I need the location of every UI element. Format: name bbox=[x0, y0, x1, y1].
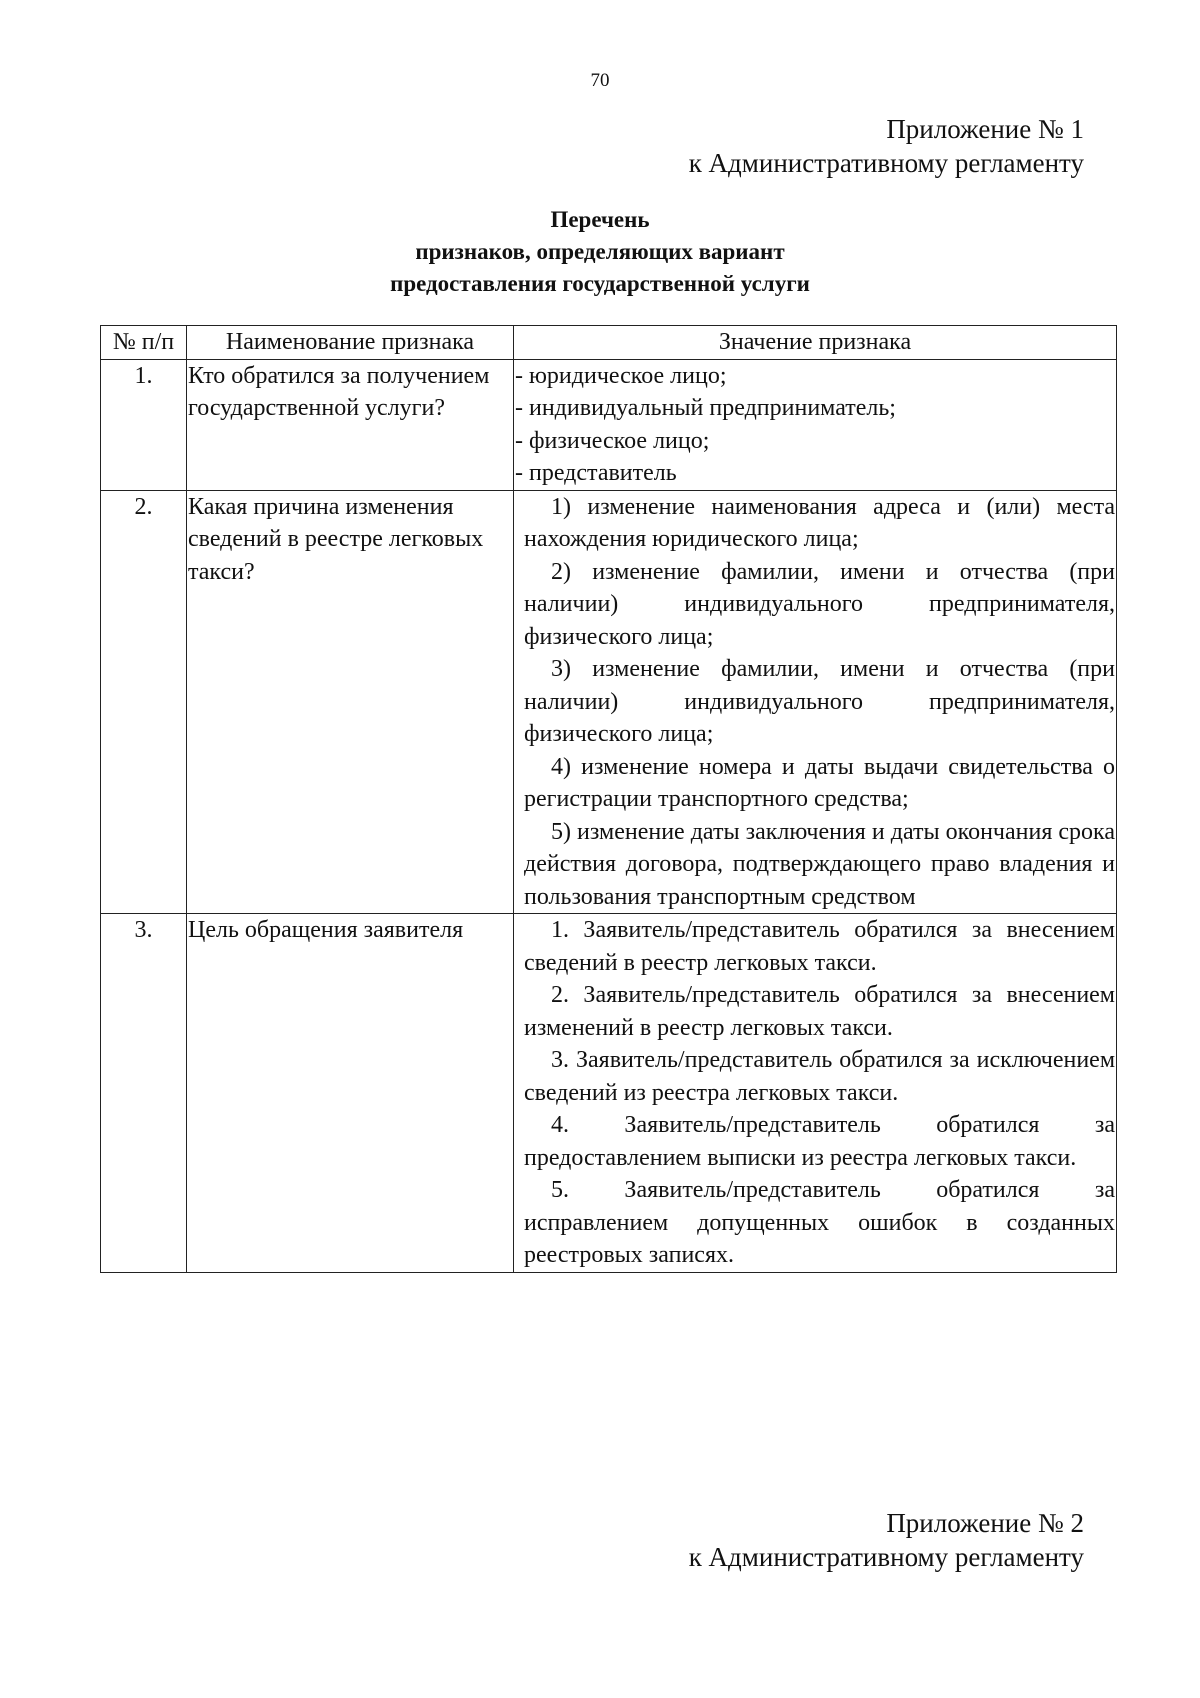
table-row bbox=[101, 914, 1117, 1273]
value-item: 5. Заявитель/представитель обратился за исправлением допущенных ошибок в созданных реестровых записях. bbox=[524, 1177, 1115, 1268]
criterion-values bbox=[514, 359, 1117, 490]
value-item: 2. Заявитель/представитель обратился за внесением изменений в реестр легковых такси. bbox=[524, 982, 1115, 1041]
document-title bbox=[0, 204, 1200, 300]
value-item: 5) изменение даты заключения и даты окончания срока действия договора, подтверждающего право владения и пользования транспортным средством bbox=[524, 818, 1115, 910]
value-item: 1. Заявитель/представитель обратился за внесением сведений в реестр легковых такси. bbox=[524, 917, 1115, 976]
appendix-reference: к Административному регламенту bbox=[688, 1542, 1084, 1572]
value-item: - юридическое лицо; bbox=[515, 362, 727, 389]
value-item: 3) изменение фамилии, имени и отчества (при наличии) индивидуального предпринимателя, физического лица; bbox=[524, 656, 1115, 747]
header-number: № п/п bbox=[101, 326, 187, 360]
header-criterion-name: Наименование признака bbox=[187, 326, 514, 360]
page-number: 70 bbox=[590, 70, 610, 91]
value-item: 4) изменение номера и даты выдачи свидетельства о регистрации транспортного средства; bbox=[524, 753, 1115, 812]
table-row bbox=[101, 359, 1117, 490]
value-item: 3. Заявитель/представитель обратился за исключением сведений из реестра легковых такси. bbox=[524, 1047, 1115, 1106]
table-row bbox=[101, 490, 1117, 914]
criteria-table bbox=[100, 325, 1117, 1273]
criterion-values bbox=[514, 914, 1117, 1273]
header-criterion-value: Значение признака bbox=[514, 326, 1117, 360]
value-item: 2) изменение фамилии, имени и отчества (при наличии) индивидуального предпринимателя, физического лица; bbox=[524, 558, 1115, 650]
appendix-label: Приложение № 2 bbox=[886, 1508, 1084, 1538]
criterion-values bbox=[514, 490, 1117, 914]
value-item: 1) изменение наименования адреса и (или) места нахождения юридического лица; bbox=[524, 493, 1115, 552]
value-item: - представитель bbox=[515, 460, 677, 486]
appendix-header-1 bbox=[689, 112, 1084, 180]
appendix-reference: к Административному регламенту bbox=[688, 148, 1084, 178]
criterion-name: Кто обратился за получением государственной услуги? bbox=[187, 359, 514, 490]
table-header-row bbox=[101, 326, 1117, 360]
appendix-header-2 bbox=[689, 1506, 1084, 1574]
value-item: 4. Заявитель/представитель обратился за предоставлением выписки из реестра легковых такси. bbox=[524, 1112, 1115, 1171]
row-number: 1. bbox=[101, 359, 187, 490]
criterion-name: Какая причина изменения сведений в реестре легковых такси? bbox=[187, 490, 514, 914]
appendix-label: Приложение № 1 bbox=[886, 114, 1084, 144]
value-item: - индивидуальный предприниматель; bbox=[515, 395, 896, 421]
value-item: - физическое лицо; bbox=[515, 427, 710, 454]
criterion-name: Цель обращения заявителя bbox=[187, 914, 514, 1273]
row-number: 2. bbox=[101, 490, 187, 914]
title-line-3: предоставления государственной услуги bbox=[390, 271, 810, 296]
title-line-2: признаков, определяющих вариант bbox=[415, 239, 785, 264]
row-number: 3. bbox=[101, 914, 187, 1273]
title-line-1: Перечень bbox=[550, 207, 650, 232]
